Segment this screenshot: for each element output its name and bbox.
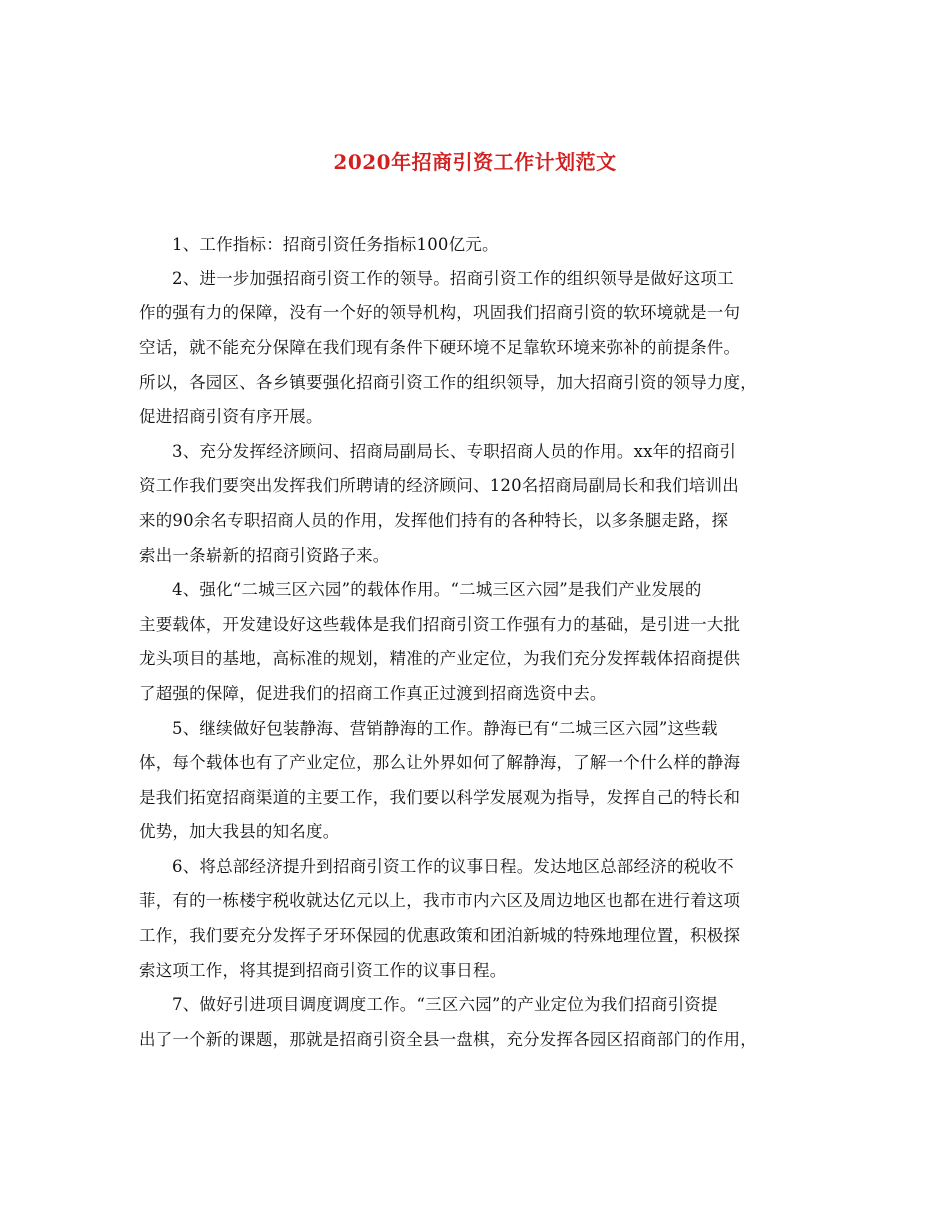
- paragraph-line: 1、工作指标：招商引资任务指标100亿元。: [172, 235, 499, 254]
- paragraph-line: 3、充分发挥经济顾问、招商局副局长、专职招商人员的作用。xx年的招商引: [172, 442, 737, 461]
- paragraph-line: 索这项工作，将其提到招商引资工作的议事日程。: [139, 961, 507, 980]
- paragraph-line: 促进招商引资有序开展。: [139, 407, 323, 426]
- paragraph-line: 优势，加大我县的知名度。: [139, 822, 340, 841]
- paragraph-line: 4、强化“二城三区六园”的载体作用。“二城三区六园”是我们产业发展的: [172, 580, 702, 599]
- paragraph-line: 出了一个新的课题，那就是招商引资全县一盘棋，充分发挥各园区招商部门的作用，: [139, 1030, 757, 1049]
- paragraph-line: 是我们拓宽招商渠道的主要工作，我们要以科学发展观为指导，发挥自己的特长和: [139, 788, 741, 807]
- paragraph-line: 了超强的保障，促进我们的招商工作真正过渡到招商选资中去。: [139, 684, 607, 703]
- paragraph-line: 空话，就不能充分保障在我们现有条件下硬环境不足靠软环境来弥补的前提条件。: [139, 338, 741, 357]
- paragraph-line: 菲，有的一栋楼宇税收就达亿元以上，我市市内六区及周边地区也都在进行着这项: [139, 891, 741, 910]
- paragraph-line: 龙头项目的基地，高标准的规划，精准的产业定位，为我们充分发挥载体招商提供: [139, 649, 741, 668]
- paragraph-line: 5、继续做好包装静海、营销静海的工作。静海已有“二城三区六园”这些载: [172, 719, 718, 738]
- paragraph-line: 主要载体，开发建设好这些载体是我们招商引资工作强有力的基础，是引进一大批: [139, 615, 741, 634]
- paragraph-line: 工作，我们要充分发挥子牙环保园的优惠政策和团泊新城的特殊地理位置，积极探: [139, 926, 741, 945]
- paragraph-line: 资工作我们要突出发挥我们所聘请的经济顾问、120名招商局副局长和我们培训出: [139, 476, 739, 495]
- paragraph-line: 作的强有力的保障，没有一个好的领导机构，巩固我们招商引资的软环境就是一句: [139, 303, 741, 322]
- paragraph-line: 6、将总部经济提升到招商引资工作的议事日程。发达地区总部经济的税收不: [172, 857, 734, 876]
- paragraph-line: 来的90余名专职招商人员的作用，发挥他们持有的各种特长，以多条腿走路，探: [139, 511, 729, 530]
- paragraph-line: 体，每个载体也有了产业定位，那么让外界如何了解静海，了解一个什么样的静海: [139, 753, 741, 772]
- paragraph-line: 所以，各园区、各乡镇要强化招商引资工作的组织领导，加大招商引资的领导力度，: [139, 373, 757, 392]
- document-title: 2020年招商引资工作计划范文: [333, 150, 617, 174]
- paragraph-line: 索出一条崭新的招商引资路子来。: [139, 546, 390, 565]
- paragraph-line: 7、做好引进项目调度调度工作。“三区六园”的产业定位为我们招商引资提: [172, 995, 718, 1014]
- paragraph-line: 2、进一步加强招商引资工作的领导。招商引资工作的组织领导是做好这项工: [172, 269, 734, 288]
